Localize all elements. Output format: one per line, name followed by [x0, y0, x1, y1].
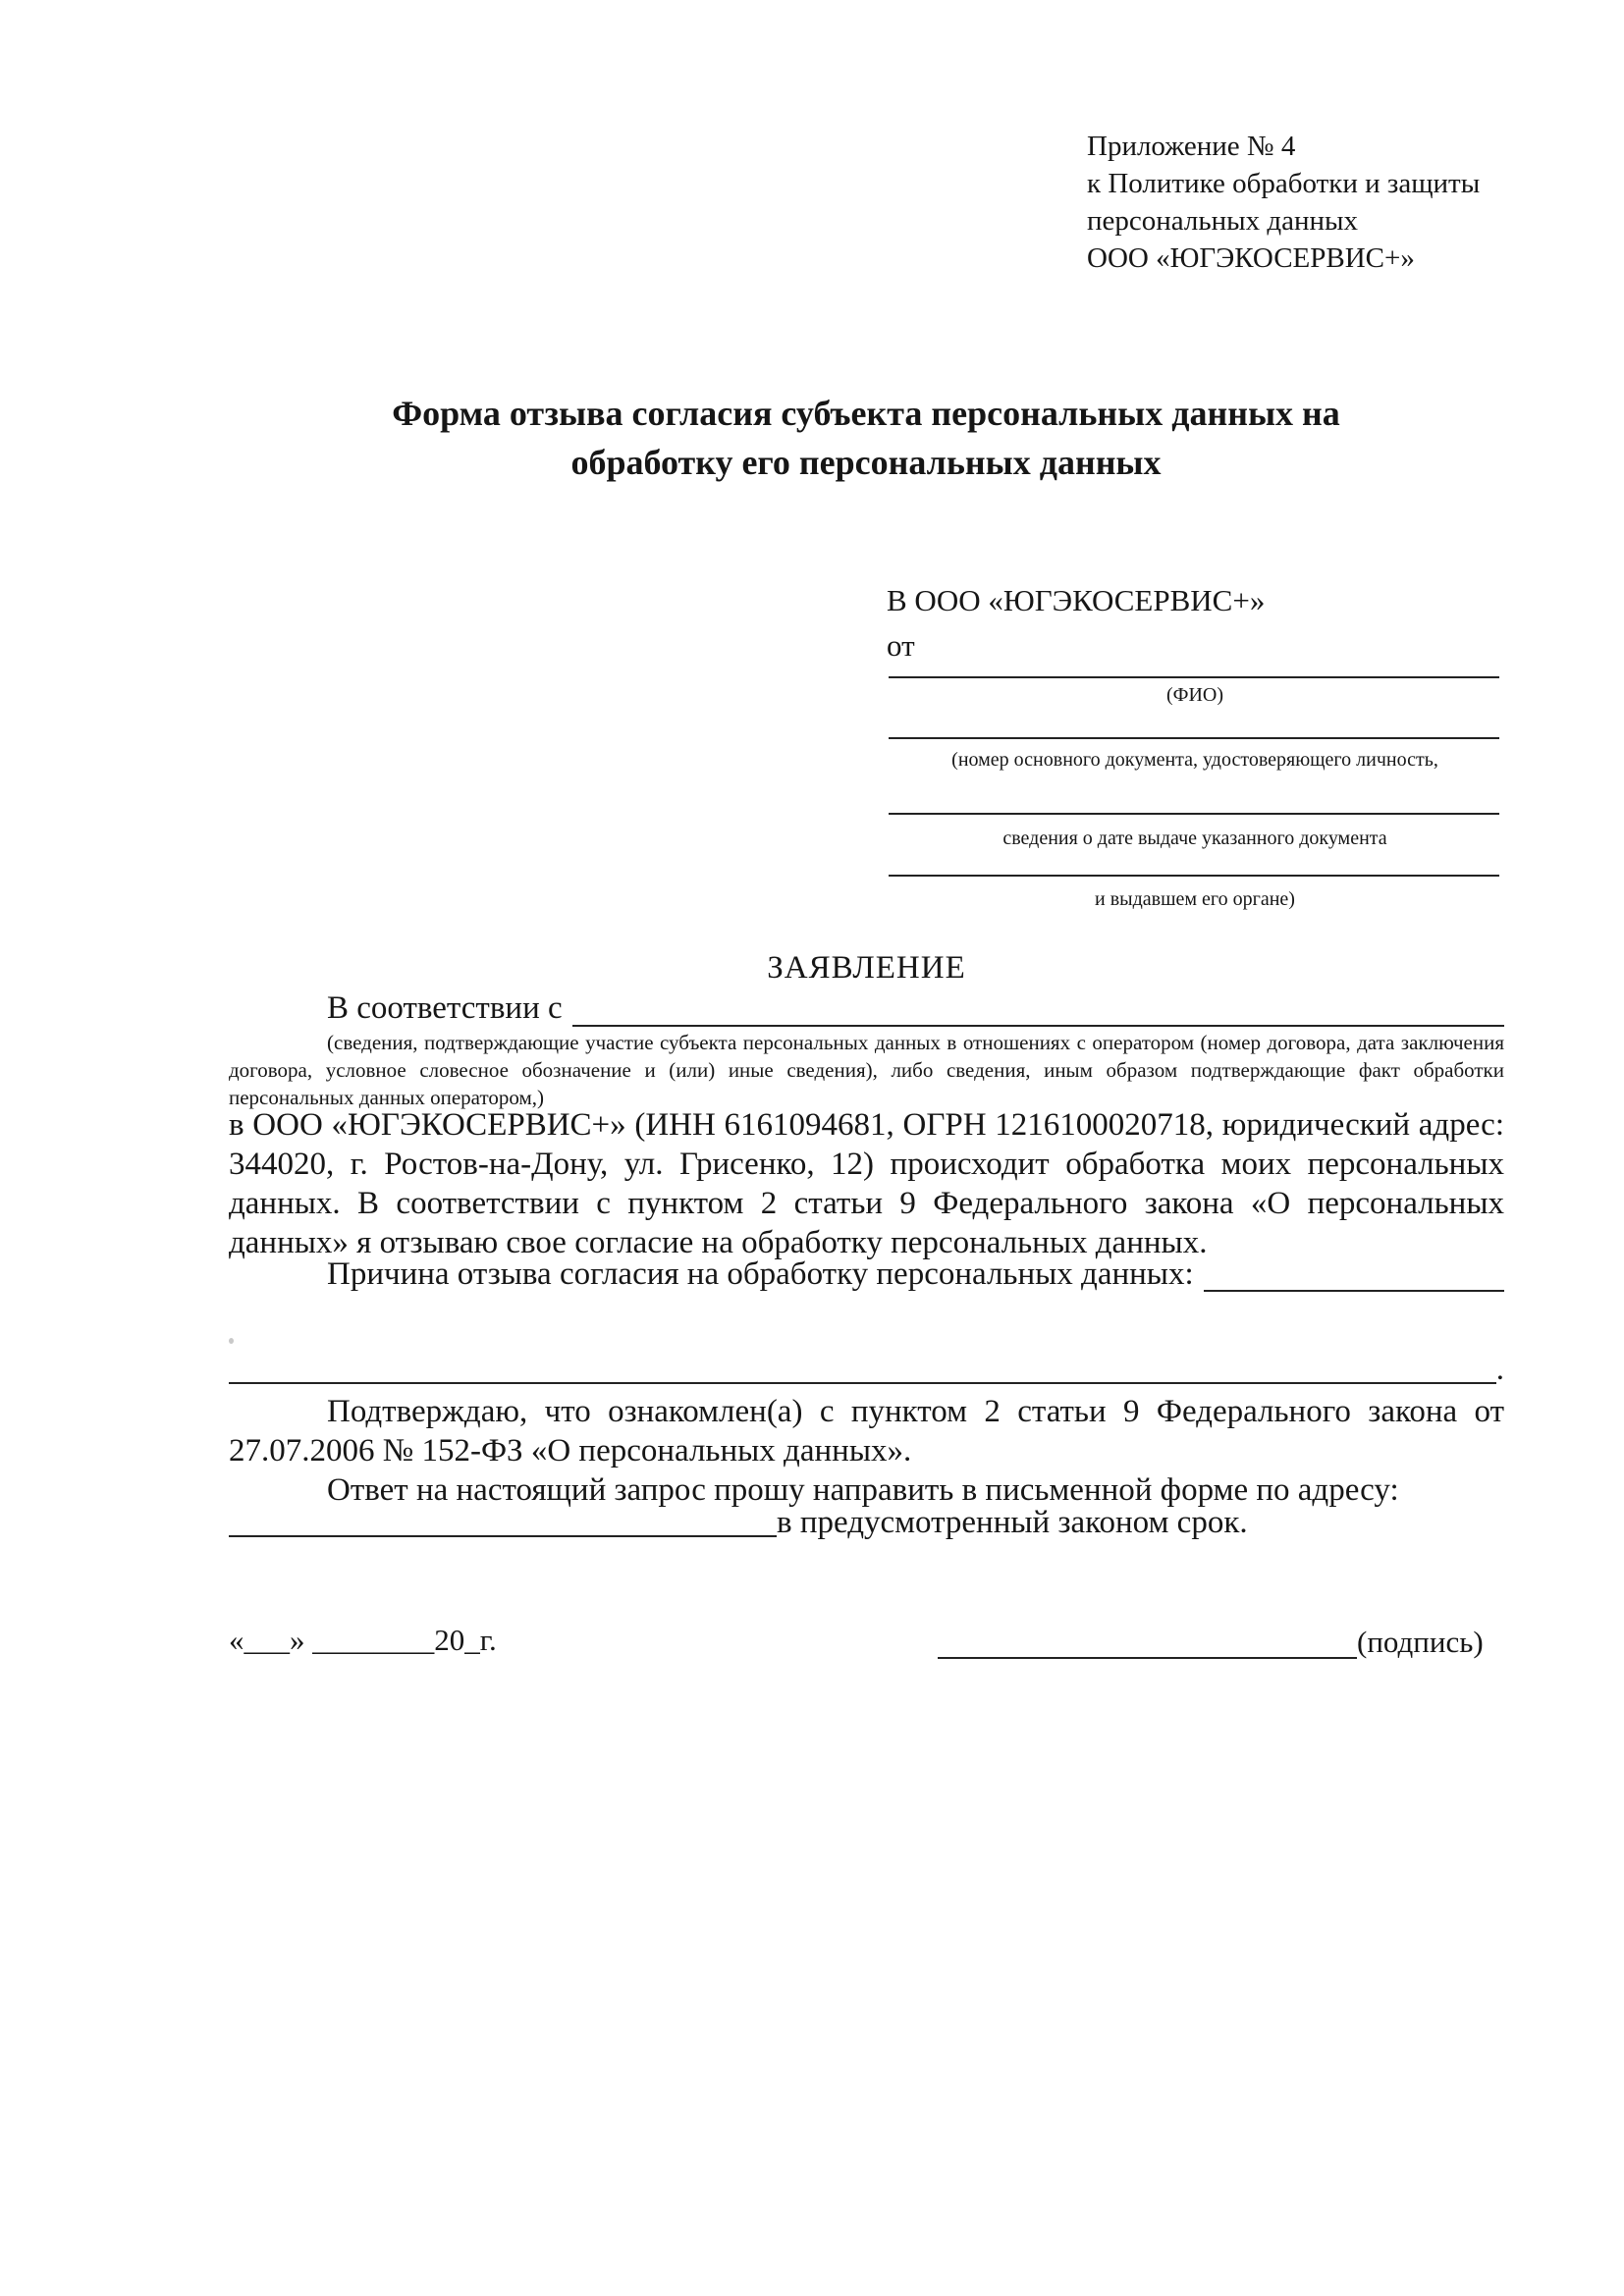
stray-mark — [229, 1338, 234, 1344]
statement-body: в ООО «ЮГЭКОСЕРВИС+» (ИНН 6161094681, ОГРН 1216100020718, юридический адрес: 344020, г. Ростов-на-Дону, ул. Грисенко, 12) происходит обработка моих персональных данных. В соответствии с пунктом 2 статьи 9 Федерального закона «О персональных данных» я отзываю свое согласие на обработку персональных данных. — [229, 1107, 1504, 1260]
document-number-caption: (номер основного документа, удостоверяющего личность, — [951, 749, 1438, 771]
reply-address-line — [229, 1505, 1504, 1540]
reply-request-paragraph: Ответ на настоящий запрос прошу направить в письменной форме по адресу: — [327, 1472, 1399, 1508]
blank-line-reason-continuation — [229, 1382, 1496, 1384]
reason-prefix: Причина отзыва согласия на обработку персональных данных: — [327, 1256, 1194, 1292]
appendix-line: ООО «ЮГЭКОСЕРВИС+» — [1087, 242, 1415, 274]
fio-caption: (ФИО) — [1165, 684, 1223, 706]
basis-line — [229, 989, 1504, 1027]
reason-continuation-line — [229, 1347, 1504, 1387]
addressee-to: В ООО «ЮГЭКОСЕРВИС+» — [887, 583, 1266, 617]
statement-heading: ЗАЯВЛЕНИЕ — [767, 950, 966, 986]
issue-date-caption: сведения о дате выдаче указанного документа — [1002, 828, 1387, 849]
blank-line-fio — [889, 676, 1499, 678]
blank-line-basis — [572, 1025, 1504, 1027]
blank-line-reply-address — [229, 1535, 777, 1537]
signature-caption: (подпись) — [1357, 1625, 1484, 1659]
document-title: Форма отзыва согласия субъекта персональных данных на обработку его персональных данных — [392, 394, 1340, 482]
blank-line-issuing-authority — [889, 875, 1499, 877]
appendix-line: к Политике обработки и защиты — [1087, 168, 1481, 199]
blank-line-reason — [1204, 1290, 1504, 1292]
appendix-note — [1087, 128, 1480, 277]
date-line: «___» ________20_г. — [229, 1623, 497, 1657]
reply-suffix: в предусмотренный законом срок. — [777, 1505, 1248, 1540]
appendix-line: персональных данных — [1087, 205, 1359, 237]
issuing-authority-caption: и выдавшем его органе) — [1095, 888, 1295, 910]
trailing-period: . — [1495, 1352, 1504, 1387]
appendix-line: Приложение № 4 — [1087, 131, 1296, 162]
blank-line-issue-date — [889, 813, 1499, 815]
reason-line — [229, 1256, 1504, 1292]
signature-area — [938, 1622, 1504, 1659]
confirmation-paragraph: Подтверждаю, что ознакомлен(а) с пунктом 2 статьи 9 Федерального закона от 27.07.2006 № 152-ФЗ «О персональных данных». — [229, 1394, 1504, 1468]
addressee-from-label: от — [887, 628, 915, 663]
blank-line-document-number — [889, 737, 1499, 739]
basis-footnote: (сведения, подтверждающие участие субъекта персональных данных в отношениях с оператором (номер договора, дата заключения договора, условное словесное обозначение и (или) иные сведения), либо сведения, иным образом подтверждающие факт обработки персональных данных оператором,) — [229, 1031, 1504, 1109]
blank-line-signature — [938, 1657, 1357, 1659]
basis-prefix: В соответствии с — [327, 990, 563, 1026]
